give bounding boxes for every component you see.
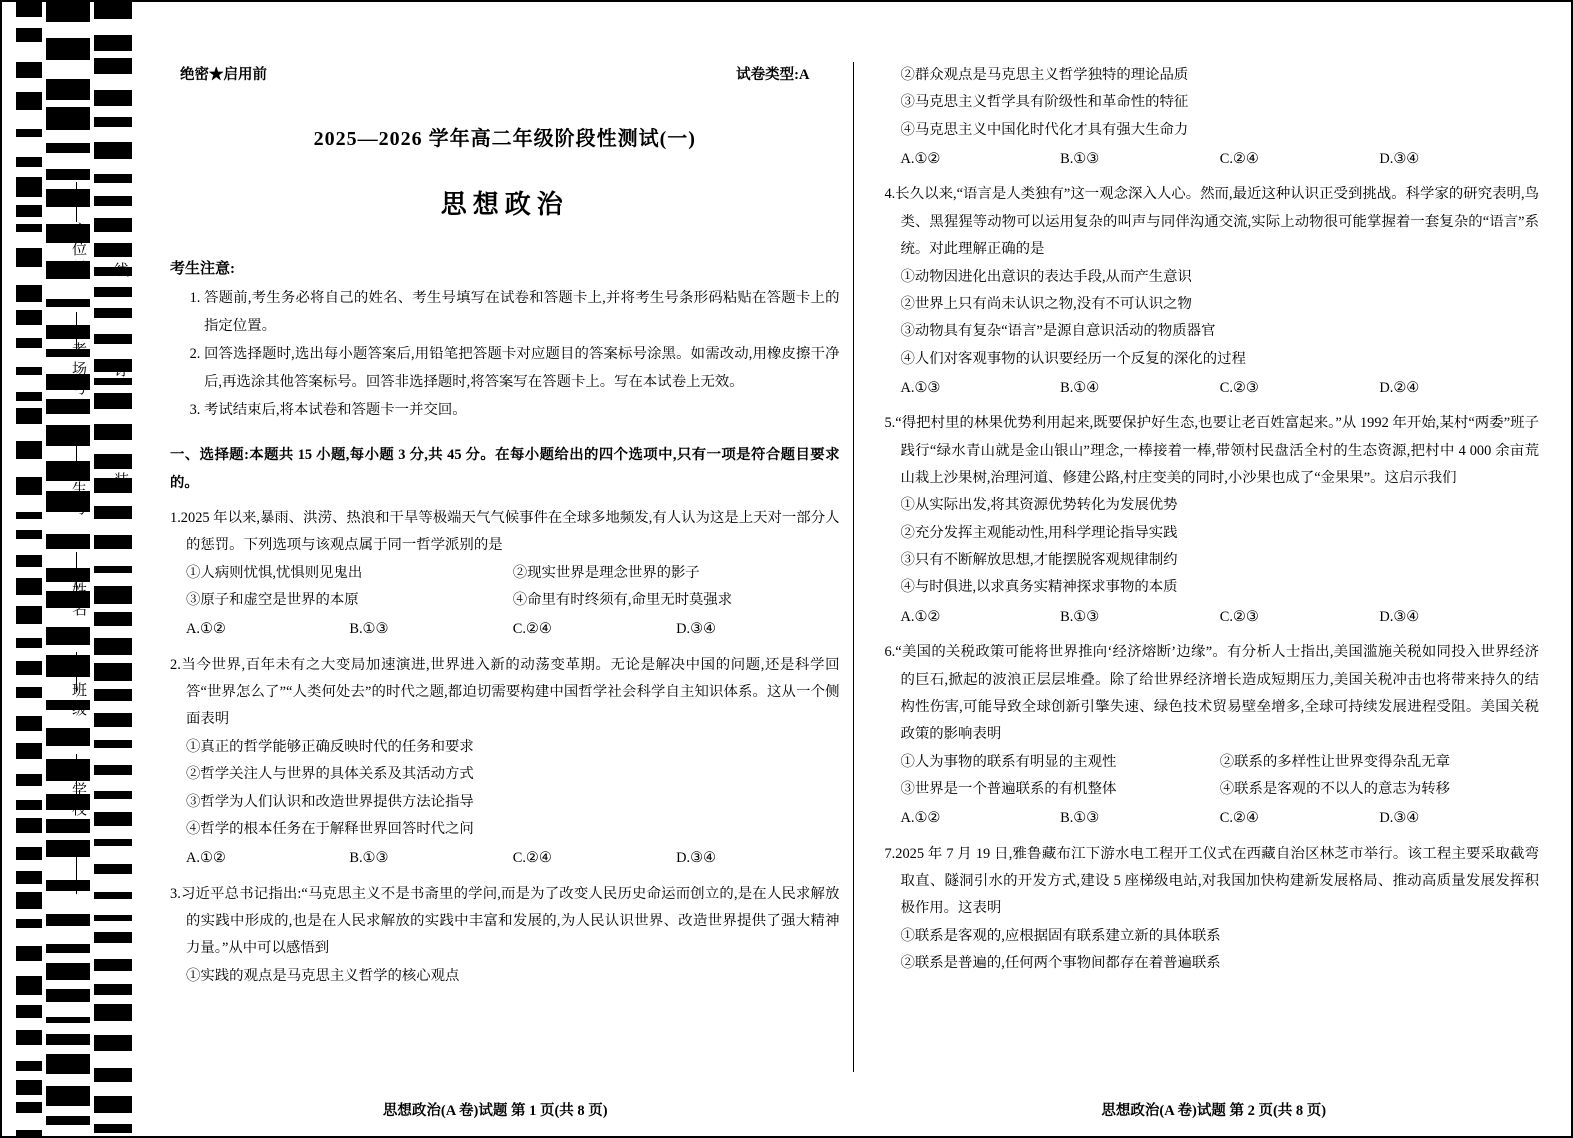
question-1-choices bbox=[170, 616, 839, 643]
question-1-options-row2 bbox=[170, 587, 839, 614]
label-seal: 装 bbox=[112, 472, 129, 491]
question-2 bbox=[170, 652, 839, 873]
option-4: ④马克思主义中国化时代化才具有强大生命力 bbox=[900, 121, 1189, 138]
question-1-stem: 1.2025 年以来,暴雨、洪涝、热浪和干旱等极端天气气候事件在全球多地频发,有人认为这是上天对一部分人的惩罚。下列选项与该观点属于同一哲学派别的是 bbox=[170, 509, 840, 554]
option-2: ②联系是普遍的,任何两个事物间都存在着普遍联系 bbox=[900, 955, 1221, 972]
option-1: ①人为事物的联系有明显的主观性 bbox=[900, 753, 1117, 770]
choice-d: D.③④ bbox=[1379, 608, 1420, 625]
exam-title: 2025—2026 学年高二年级阶段性测试(一) bbox=[313, 127, 696, 150]
option-4: ④命里有时终须有,命里无时莫强求 bbox=[512, 592, 733, 609]
option-3: ③世界是一个普遍联系的有机整体 bbox=[900, 780, 1117, 797]
question-5-choices bbox=[884, 604, 1539, 631]
choice-c: C.②④ bbox=[1219, 151, 1259, 168]
section-one-label: 一、选择题: bbox=[170, 447, 249, 464]
option-2: ②充分发挥主观能动性,用科学理论指导实践 bbox=[900, 524, 1178, 541]
choice-d: D.③④ bbox=[1379, 151, 1420, 168]
option-4: ④哲学的根本任务在于解释世界回答时代之问 bbox=[186, 820, 474, 837]
choice-a: A.①② bbox=[900, 151, 941, 168]
notice-item: 2. 回答选择题时,选出每小题答案后,用铅笔把答题卡对应题目的答案标号涂黑。如需改动,用橡皮擦干净后,再选涂其他答案标号。回答非选择题时,将答案写在答题卡上。写在本试卷上无效。 bbox=[204, 341, 839, 396]
option-4: ④联系是客观的不以人的意志为转移 bbox=[1219, 780, 1450, 797]
question-5-stem: 5.“得把村里的林果优势利用起来,既要保护好生态,也要让老百姓富起来。”从 1992 年开始,某村“两委”班子践行“绿水青山就是金山银山”理念,一棒接着一棒,带领村民盘活全村的生态资源,把村中 4 000 余亩荒山栽上沙果树,治理河道、修建公路,村庄变美的同时,小沙果也成了“金果果”。这启示我们 bbox=[884, 415, 1539, 487]
choice-a: A.①② bbox=[900, 810, 941, 827]
page-header-row bbox=[170, 62, 839, 90]
footer-page-1: 思想政治(A 卷)试题 第 1 页(共 8 页) bbox=[382, 1103, 608, 1119]
choice-b: B.①③ bbox=[1060, 810, 1100, 827]
page-footer bbox=[136, 1099, 1573, 1120]
question-3-continued bbox=[884, 62, 1539, 173]
option-1: ①联系是客观的,应根据固有联系建立新的具体联系 bbox=[900, 927, 1221, 944]
label-seat-number: 座位号 bbox=[70, 222, 87, 279]
option-3: ③马克思主义哲学具有阶级性和革命性的特征 bbox=[900, 94, 1189, 111]
paper-content bbox=[136, 2, 1573, 1136]
notice-item: 1. 答题前,考生务必将自己的姓名、考生号填写在试卷和答题卡上,并将考生号条形码粘贴在答题卡上的指定位置。 bbox=[204, 285, 839, 340]
question-4-choices bbox=[884, 375, 1539, 402]
label-name: 姓名 bbox=[70, 582, 87, 620]
choice-a: A.①② bbox=[900, 608, 941, 625]
page-column-2 bbox=[854, 62, 1553, 1072]
choice-d: D.③④ bbox=[1379, 810, 1420, 827]
label-line: 线 bbox=[112, 262, 129, 281]
choice-c: C.②③ bbox=[1219, 608, 1259, 625]
choice-d: D.②④ bbox=[1379, 379, 1420, 396]
question-6 bbox=[884, 639, 1539, 833]
question-6-choices bbox=[884, 805, 1539, 832]
choice-d: D.③④ bbox=[676, 621, 716, 638]
choice-b: B.①③ bbox=[349, 621, 389, 638]
choice-b: B.①④ bbox=[1060, 379, 1100, 396]
option-2: ②世界上只有尚未认识之物,没有不可认识之物 bbox=[900, 295, 1192, 312]
question-1-options-row1 bbox=[170, 560, 839, 587]
choice-d: D.③④ bbox=[676, 850, 716, 867]
question-4-stem: 4.长久以来,“语言是人类独有”这一观念深入人心。然而,最近这种认识正受到挑战。科学家的研究表明,鸟类、黑猩猩等动物可以运用复杂的叫声与同伴沟通交流,实际上动物很可能掌握着一套复杂的“语言”系统。对此理解正确的是 bbox=[884, 186, 1539, 258]
option-1: ①人病则忧惧,忧惧则见鬼出 bbox=[186, 564, 363, 581]
option-3: ③动物具有复杂“语言”是源自意识活动的物质器官 bbox=[900, 323, 1216, 340]
option-4: ④人们对客观事物的认识要经历一个反复的深化的过程 bbox=[900, 350, 1246, 367]
notice-title: 考生注意: bbox=[170, 260, 235, 277]
notice-list bbox=[170, 285, 839, 424]
choice-a: A.①③ bbox=[900, 379, 941, 396]
question-6-stem: 6.“美国的关税政策可能将世界推向‘经济熔断’边缘”。有分析人士指出,美国滥施关税如同投入世界经济的巨石,掀起的波浪正层层堆叠。除了给世界经济增长造成短期压力,美国关税冲击也将带来持久的结构性伤害,可能导致全球创新引擎失速、绿色技术贸易壁垒增多,全球可持续发展进程受阻。美国关税政策的影响表明 bbox=[884, 644, 1539, 743]
option-1: ①实践的观点是马克思主义哲学的核心观点 bbox=[186, 967, 460, 984]
question-6-options-row2 bbox=[884, 776, 1539, 803]
notice-item: 3. 考试结束后,将本试卷和答题卡一并交回。 bbox=[204, 397, 839, 424]
label-exam-id: 考生号 bbox=[70, 462, 87, 519]
question-4 bbox=[884, 181, 1539, 402]
choice-c: C.②③ bbox=[1219, 379, 1259, 396]
option-1: ①真正的哲学能够正确反映时代的任务和要求 bbox=[186, 738, 474, 755]
option-1: ①动物因进化出意识的表达手段,从而产生意识 bbox=[900, 268, 1192, 285]
option-2: ②联系的多样性让世界变得杂乱无章 bbox=[1219, 753, 1450, 770]
question-3-stem: 3.习近平总书记指出:“马克思主义不是书斋里的学问,而是为了改变人民历史命运而创立的,是在人民求解放的实践中形成的,也是在人民求解放的实践中丰富和发展的,为人民认识世界、改造世界提供了强大精神力量。”从中可以感悟到 bbox=[170, 885, 840, 957]
section-one-desc: 本题共 15 小题,每小题 3 分,共 45 分。在每小题给出的四个选项中,只有一项是符合题目要求的。 bbox=[170, 447, 840, 491]
choice-b: B.①③ bbox=[1060, 151, 1100, 168]
option-2: ②群众观点是马克思主义哲学独特的理论品质 bbox=[900, 67, 1189, 83]
option-3: ③原子和虚空是世界的本原 bbox=[186, 592, 359, 609]
label-binding: 订 bbox=[112, 362, 129, 381]
section-one-heading bbox=[170, 442, 839, 497]
choice-a: A.①② bbox=[186, 850, 226, 867]
option-3: ③只有不断解放思想,才能摆脱客观规律制约 bbox=[900, 552, 1178, 569]
choice-c: C.②④ bbox=[1219, 810, 1259, 827]
question-3 bbox=[170, 881, 839, 990]
paper-type: 试卷类型:A bbox=[736, 67, 810, 83]
label-exam-room: 考场号 bbox=[70, 342, 87, 399]
question-6-options-row1 bbox=[884, 749, 1539, 776]
question-2-choices bbox=[170, 845, 839, 872]
question-2-stem: 2.当今世界,百年未有之大变局加速演进,世界进入新的动荡变革期。无论是解决中国的问题,还是科学回答“世界怎么了”“人类何处去”的时代之题,都迫切需要构建中国哲学社会科学自主知识体系。这从一个侧面表明 bbox=[170, 656, 840, 728]
option-2: ②哲学关注人与世界的具体关系及其活动方式 bbox=[186, 766, 474, 783]
question-5 bbox=[884, 410, 1539, 631]
choice-c: C.②④ bbox=[512, 850, 552, 867]
choice-a: A.①② bbox=[186, 621, 226, 638]
subject-title: 思想政治 bbox=[440, 189, 569, 219]
question-1 bbox=[170, 505, 839, 644]
label-school: 学校 bbox=[70, 782, 87, 820]
student-info-labels bbox=[22, 182, 132, 942]
option-3: ③哲学为人们认识和改造世界提供方法论指导 bbox=[186, 793, 474, 810]
choice-b: B.①③ bbox=[349, 850, 389, 867]
question-7-stem: 7.2025 年 7 月 19 日,雅鲁藏布江下游水电工程开工仪式在西藏自治区林芝市举行。该工程主要采取截弯取直、隧洞引水的开发方式,建设 5 座梯级电站,对我国加快构建新发展格局、推动高质量发展发挥积极作用。这表明 bbox=[884, 845, 1539, 917]
label-class: 班级 bbox=[70, 682, 87, 720]
choice-c: C.②④ bbox=[512, 621, 552, 638]
option-1: ①从实际出发,将其资源优势转化为发展优势 bbox=[900, 497, 1178, 514]
question-7 bbox=[884, 841, 1539, 978]
secret-notice: 绝密★启用前 bbox=[180, 67, 267, 83]
option-4: ④与时俱进,以求真务实精神探求事物的本质 bbox=[900, 579, 1178, 596]
option-2: ②现实世界是理念世界的影子 bbox=[512, 564, 700, 581]
question-3-choices bbox=[884, 146, 1539, 173]
choice-b: B.①③ bbox=[1060, 608, 1100, 625]
footer-page-2: 思想政治(A 卷)试题 第 2 页(共 8 页) bbox=[1101, 1103, 1327, 1119]
page-column-1 bbox=[156, 62, 854, 1072]
